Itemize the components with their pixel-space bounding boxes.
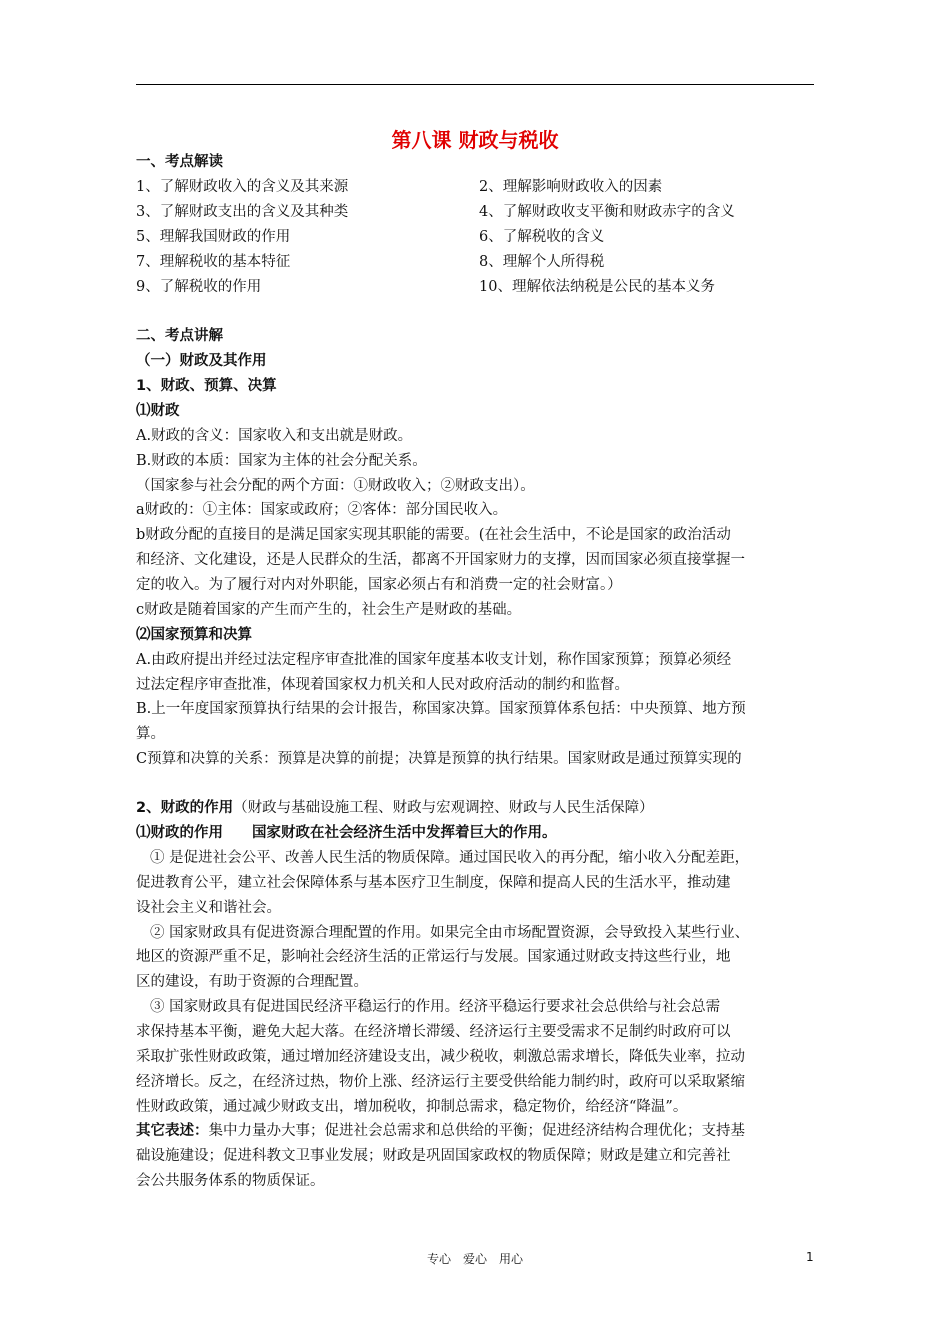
topic-heading-bold: 2、财政的作用 — [136, 800, 234, 816]
exam-point: 4、了解财政收支平衡和财政赤字的含义 — [479, 204, 735, 220]
text-line: 和经济、文化建设，还是人民群众的生活，都离不开国家财力的支撑，因而国家必须直接掌握一 — [136, 552, 745, 568]
text-line: ② 国家财政具有促进资源合理配置的作用。如果完全由市场配置资源，会导致投入某些行业、 — [150, 925, 750, 941]
text-line: c财政是随着国家的产生而产生的，社会生产是财政的基础。 — [136, 602, 522, 618]
text-line: 性财政政策，通过减少财政支出，增加税收，抑制总需求，稳定物价，给经济“降温”。 — [136, 1099, 688, 1115]
text-line: ③ 国家财政具有促进国民经济平稳运行的作用。经济平稳运行要求社会总供给与社会总需 — [150, 999, 721, 1015]
exam-point: 3、了解财政支出的含义及其种类 — [136, 204, 349, 220]
point-heading: ⑴财政的作用 国家财政在社会经济生活中发挥着巨大的作用。 — [136, 825, 557, 841]
other-text: 集中力量办大事；促进社会总需求和总供给的平衡；促进经济结构合理优化；支持基 — [208, 1123, 745, 1139]
topic-heading-note: （财政与基础设施工程、财政与宏观调控、财政与人民生活保障） — [233, 800, 654, 816]
text-line: 求保持基本平衡，避免大起大落。在经济增长滞缓、经济运行主要受需求不足制约时政府可以 — [136, 1024, 731, 1040]
text-line: A.财政的含义：国家收入和支出就是财政。 — [136, 428, 413, 444]
exam-point: 5、理解我国财政的作用 — [136, 229, 291, 245]
section-heading-2: 二、考点讲解 — [136, 328, 223, 344]
page-number: 1 — [806, 1250, 814, 1264]
text-line: 地区的资源严重不足，影响社会经济生活的正常运行与发展。国家通过财政支持这些行业，地 — [136, 949, 731, 965]
point-heading: ⑴财政 — [136, 403, 180, 419]
text-line: B.上一年度国家预算执行结果的会计报告，称国家决算。国家预算体系包括：中央预算、地方预 — [136, 701, 746, 717]
text-line: b财政分配的直接目的是满足国家实现其职能的需要。(在社会生活中，不论是国家的政治活动 — [136, 527, 731, 543]
exam-point: 6、了解税收的含义 — [479, 229, 605, 245]
text-line: 设社会主义和谐社会。 — [136, 900, 281, 916]
page-title: 第八课 财政与税收 — [391, 128, 559, 152]
point-heading: ⑵国家预算和决算 — [136, 627, 252, 643]
text-line: 定的收入。为了履行对内对外职能，国家必须占有和消费一定的社会财富。） — [136, 577, 622, 593]
text-line: 区的建设，有助于资源的合理配置。 — [136, 974, 368, 990]
header-rule — [136, 84, 814, 85]
text-line: C预算和决算的关系：预算是决算的前提；决算是预算的执行结果。国家财政是通过预算实现的 — [136, 751, 742, 767]
exam-point: 8、理解个人所得税 — [479, 254, 605, 270]
text-line: a财政的：①主体：国家或政府；②客体：部分国民收入。 — [136, 502, 508, 518]
text-line: （国家参与社会分配的两个方面：①财政收入；②财政支出）。 — [136, 478, 535, 494]
footer-slogan: 专心 爱心 用心 — [426, 1252, 523, 1266]
exam-point: 7、理解税收的基本特征 — [136, 254, 291, 270]
section-heading-1: 一、考点解读 — [136, 154, 223, 170]
text-line: 础设施建设；促进科教文卫事业发展；财政是巩固国家政权的物质保障；财政是建立和完善社 — [136, 1148, 731, 1164]
other-statements — [136, 1121, 745, 1141]
topic-heading: 1、财政、预算、决算 — [136, 378, 277, 394]
exam-point: 9、了解税收的作用 — [136, 279, 262, 295]
other-label: 其它表述： — [136, 1123, 209, 1139]
subsection-heading: （一）财政及其作用 — [136, 353, 267, 369]
exam-point: 2、理解影响财政收入的因素 — [479, 179, 663, 195]
text-line: A.由政府提出并经过法定程序审查批准的国家年度基本收支计划，称作国家预算；预算必须经 — [136, 652, 732, 668]
text-line: 过法定程序审查批准，体现着国家权力机关和人民对政府活动的制约和监督。 — [136, 677, 629, 693]
text-line: B.财政的本质：国家为主体的社会分配关系。 — [136, 453, 427, 469]
text-line: 算。 — [136, 726, 165, 742]
topic-heading-2 — [136, 798, 654, 818]
text-line: ① 是促进社会公平、改善人民生活的物质保障。通过国民收入的再分配，缩小收入分配差距， — [150, 850, 750, 866]
exam-point: 1、了解财政收入的含义及其来源 — [136, 179, 349, 195]
text-line: 促进教育公平，建立社会保障体系与基本医疗卫生制度，保障和提高人民的生活水平，推动建 — [136, 875, 731, 891]
text-line: 会公共服务体系的物质保证。 — [136, 1173, 325, 1189]
text-line: 经济增长。反之，在经济过热，物价上涨、经济运行主要受供给能力制约时，政府可以采取紧缩 — [136, 1074, 745, 1090]
text-line: 采取扩张性财政政策，通过增加经济建设支出，减少税收，刺激总需求增长，降低失业率，拉动 — [136, 1049, 745, 1065]
exam-point: 10、理解依法纳税是公民的基本义务 — [479, 279, 715, 295]
